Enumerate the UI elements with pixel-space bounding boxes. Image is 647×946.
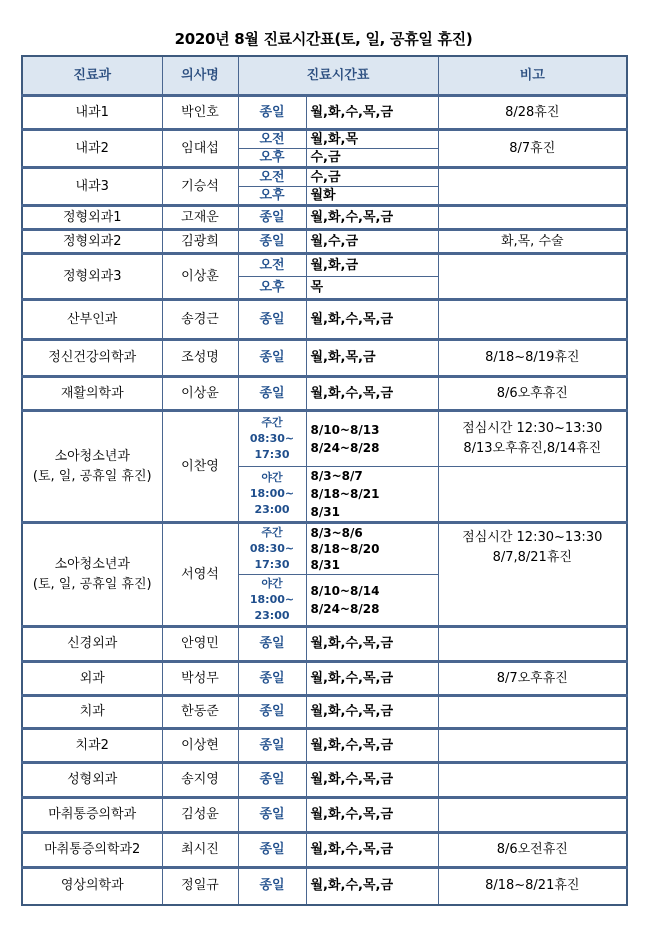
doctor-cell: 송경근	[162, 300, 238, 340]
night-shift-dates: 8/10~8/14 8/24~8/28	[306, 575, 438, 627]
col-header-doctor: 의사명	[162, 56, 238, 96]
doctor-cell: 조성명	[162, 340, 238, 377]
doctor-cell: 기승석	[162, 168, 238, 206]
table-row	[22, 96, 627, 130]
table-row	[22, 340, 627, 377]
table-row	[22, 729, 627, 763]
schedule-days: 월,화,수,목,금	[306, 96, 438, 130]
dept-cell: 마취통증의학과	[22, 798, 162, 833]
note-cell: 점심시간 12:30~13:30 8/7,8/21휴진	[438, 523, 627, 627]
session-label: 종일	[238, 627, 306, 662]
session-label: 종일	[238, 798, 306, 833]
note-cell: 점심시간 12:30~13:30 8/13오후휴진,8/14휴진	[438, 411, 627, 467]
doctor-cell: 최시진	[162, 833, 238, 868]
table-row	[22, 254, 627, 277]
doctor-cell: 이상훈	[162, 254, 238, 300]
header-row	[22, 56, 627, 96]
day-shift-dates: 8/3~8/6 8/18~8/20 8/31	[306, 523, 438, 575]
session-label: 종일	[238, 230, 306, 254]
doctor-cell: 김광희	[162, 230, 238, 254]
schedule-days: 월,화,수,목,금	[306, 833, 438, 868]
col-header-schedule: 진료시간표	[238, 56, 438, 96]
dept-cell: 영상의학과	[22, 868, 162, 905]
day-shift-dates: 8/10~8/13 8/24~8/28	[306, 411, 438, 467]
dept-cell: 치과	[22, 696, 162, 729]
col-header-dept: 진료과	[22, 56, 162, 96]
doctor-cell: 이찬영	[162, 411, 238, 523]
note-cell	[438, 729, 627, 763]
table-row	[22, 230, 627, 254]
table-row	[22, 523, 627, 575]
doctor-cell: 한동준	[162, 696, 238, 729]
note-cell	[438, 696, 627, 729]
schedule-days: 월,화,수,목,금	[306, 868, 438, 905]
doctor-cell: 서영석	[162, 523, 238, 627]
schedule-days: 수,금	[306, 149, 438, 168]
schedule-days: 월,화,목	[306, 130, 438, 149]
schedule-days: 월,화,수,목,금	[306, 763, 438, 798]
session-label: 종일	[238, 662, 306, 696]
doctor-cell: 박인호	[162, 96, 238, 130]
session-label: 종일	[238, 696, 306, 729]
session-label: 오전	[238, 168, 306, 187]
schedule-table	[21, 55, 628, 906]
table-row	[22, 377, 627, 411]
dept-cell: 내과2	[22, 130, 162, 168]
table-row	[22, 300, 627, 340]
page-title: 2020년 8월 진료시간표(토, 일, 공휴일 휴진)	[174, 30, 473, 48]
dept-cell: 정신건강의학과	[22, 340, 162, 377]
session-label: 오후	[238, 277, 306, 300]
dept-cell	[22, 411, 162, 523]
session-label: 종일	[238, 340, 306, 377]
note-cell: 8/6오후휴진	[438, 377, 627, 411]
session-label: 오전	[238, 254, 306, 277]
col-header-note: 비고	[438, 56, 627, 96]
dept-cell: 재활의학과	[22, 377, 162, 411]
session-label: 오전	[238, 130, 306, 149]
schedule-days: 목	[306, 277, 438, 300]
note-cell	[438, 763, 627, 798]
dept-subnote: (토, 일, 공휴일 휴진)	[32, 468, 152, 484]
note-cell: 8/18~8/19휴진	[438, 340, 627, 377]
night-shift-dates: 8/3~8/7 8/18~8/21 8/31	[306, 467, 438, 523]
schedule-days: 월,화,수,목,금	[306, 798, 438, 833]
dept-name: 소아청소년과	[54, 448, 130, 464]
table-row	[22, 662, 627, 696]
note-cell: 화,목, 수술	[438, 230, 627, 254]
session-label: 종일	[238, 729, 306, 763]
note-cell: 8/7휴진	[438, 130, 627, 168]
session-label: 오후	[238, 187, 306, 206]
table-row	[22, 763, 627, 798]
schedule-days: 월,화,목,금	[306, 340, 438, 377]
note-cell	[438, 467, 627, 523]
schedule-days: 월,화,수,목,금	[306, 206, 438, 230]
note-cell	[438, 206, 627, 230]
dept-cell: 정형외과2	[22, 230, 162, 254]
doctor-cell: 김성윤	[162, 798, 238, 833]
table-row	[22, 696, 627, 729]
dept-cell: 성형외과	[22, 763, 162, 798]
note-cell	[438, 168, 627, 206]
note-cell	[438, 254, 627, 300]
doctor-cell: 정일규	[162, 868, 238, 905]
doctor-cell: 임대섭	[162, 130, 238, 168]
dept-cell: 정형외과3	[22, 254, 162, 300]
schedule-days: 월,화,수,목,금	[306, 627, 438, 662]
session-label: 종일	[238, 868, 306, 905]
table-row	[22, 168, 627, 187]
day-shift-label: 주간 08:30~ 17:30	[238, 523, 306, 575]
dept-cell: 외과	[22, 662, 162, 696]
note-cell	[438, 627, 627, 662]
session-label: 종일	[238, 833, 306, 868]
session-label: 종일	[238, 300, 306, 340]
session-label: 오후	[238, 149, 306, 168]
day-shift-label: 주간 08:30~ 17:30	[238, 411, 306, 467]
dept-cell: 내과1	[22, 96, 162, 130]
schedule-days: 월,화,수,목,금	[306, 300, 438, 340]
session-label: 종일	[238, 96, 306, 130]
night-shift-label: 야간 18:00~ 23:00	[238, 467, 306, 523]
note-cell: 8/6오전휴진	[438, 833, 627, 868]
dept-cell: 정형외과1	[22, 206, 162, 230]
night-shift-label: 야간 18:00~ 23:00	[238, 575, 306, 627]
session-label: 종일	[238, 377, 306, 411]
table-row	[22, 130, 627, 149]
schedule-days: 월,화,수,목,금	[306, 377, 438, 411]
session-label: 종일	[238, 763, 306, 798]
table-row	[22, 206, 627, 230]
dept-subnote: (토, 일, 공휴일 휴진)	[32, 576, 152, 592]
table-row	[22, 411, 627, 467]
table-row	[22, 627, 627, 662]
dept-cell: 마취통증의학과2	[22, 833, 162, 868]
note-cell: 8/18~8/21휴진	[438, 868, 627, 905]
schedule-days: 월화	[306, 187, 438, 206]
dept-cell: 산부인과	[22, 300, 162, 340]
note-cell	[438, 300, 627, 340]
dept-name: 소아청소년과	[54, 556, 130, 572]
dept-cell	[22, 523, 162, 627]
schedule-days: 월,수,금	[306, 230, 438, 254]
note-cell: 8/7오후휴진	[438, 662, 627, 696]
table-row	[22, 798, 627, 833]
schedule-days: 월,화,수,목,금	[306, 729, 438, 763]
table-row	[22, 833, 627, 868]
doctor-cell: 송지영	[162, 763, 238, 798]
note-cell: 8/28휴진	[438, 96, 627, 130]
dept-cell: 치과2	[22, 729, 162, 763]
note-cell	[438, 798, 627, 833]
schedule-days: 월,화,수,목,금	[306, 696, 438, 729]
schedule-days: 월,화,수,목,금	[306, 662, 438, 696]
schedule-days: 수,금	[306, 168, 438, 187]
schedule-days: 월,화,금	[306, 254, 438, 277]
doctor-cell: 이상현	[162, 729, 238, 763]
doctor-cell: 박성무	[162, 662, 238, 696]
doctor-cell: 안영민	[162, 627, 238, 662]
table-row	[22, 868, 627, 905]
doctor-cell: 고재운	[162, 206, 238, 230]
dept-cell: 내과3	[22, 168, 162, 206]
session-label: 종일	[238, 206, 306, 230]
doctor-cell: 이상윤	[162, 377, 238, 411]
dept-cell: 신경외과	[22, 627, 162, 662]
